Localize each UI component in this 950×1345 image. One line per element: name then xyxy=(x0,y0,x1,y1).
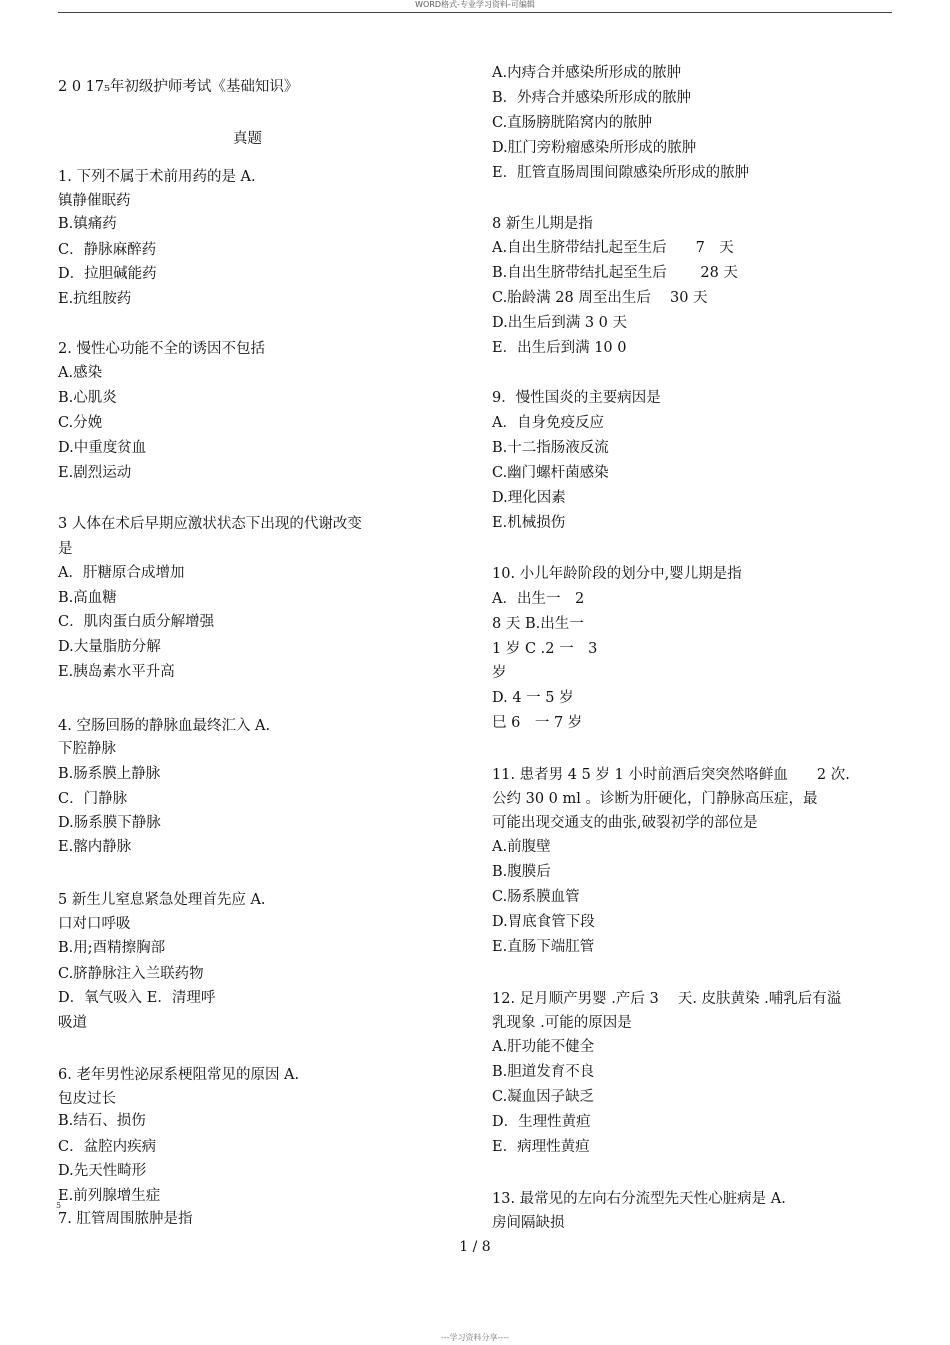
left-text-line: 镇静催眠药 xyxy=(58,193,131,209)
right-text-line: C.直肠膀胱陷窝内的脓肿 xyxy=(492,115,653,131)
right-text-line: 巳 6 一 7 岁 xyxy=(492,715,583,731)
right-text-line: 12. 足月顺产男婴 .产后 3 天. 皮肤黄染 .哺乳后有溢 xyxy=(492,991,842,1007)
left-text-line: 口对口呼吸 xyxy=(58,916,131,932)
right-text-line: 乳现象 .可能的原因是 xyxy=(492,1015,632,1031)
right-text-line: 房间隔缺损 xyxy=(492,1215,565,1231)
right-text-line: 9．慢性国炎的主要病因是 xyxy=(492,390,661,406)
right-text-line: B.自出生脐带结扎起至生后 28 天 xyxy=(492,265,738,281)
right-text-line: A．出生一 2 xyxy=(492,591,585,607)
left-text-line: B.心肌炎 xyxy=(58,390,117,406)
left-text-line: E.胰岛素水平升高 xyxy=(58,664,175,680)
right-text-line: D.胃底食管下段 xyxy=(492,914,595,930)
left-text-line: B.用;酉精擦胸部 xyxy=(58,940,166,956)
right-text-line: D．生理性黄疸 xyxy=(492,1114,591,1130)
left-text-line: D.肠系膜下静脉 xyxy=(58,815,161,831)
right-text-line: A.自出生脐带结扎起至生后 7 天 xyxy=(492,240,734,256)
left-text-line: B.高血糖 xyxy=(58,590,117,606)
right-text-line: C.胎龄满 28 周至出生后 30 天 xyxy=(492,290,708,306)
left-text-line: 真题 xyxy=(233,131,262,147)
left-text-line: E.前列腺增生症 xyxy=(58,1188,161,1204)
left-text-line: D.先天性畸形 xyxy=(58,1163,147,1179)
right-text-line: 岁 xyxy=(492,665,507,681)
right-text-line: B.腹膜后 xyxy=(492,864,551,880)
left-text-line: 吸道 xyxy=(58,1015,87,1031)
right-text-line: E.机械损伤 xyxy=(492,515,566,531)
page-number: 1 / 8 xyxy=(459,1239,491,1255)
left-text-line: E.剧烈运动 xyxy=(58,465,132,481)
left-text-line: 6. 老年男性泌尿系梗阻常见的原因 A. xyxy=(58,1067,300,1083)
right-text-line: 可能出现交通支的曲张,破裂初学的部位是 xyxy=(492,815,758,831)
small-mark: 5 xyxy=(56,1201,62,1210)
right-text-line: D. 4 一 5 岁 xyxy=(492,690,574,706)
left-text-line: D．氧气吸入 E．清理呼 xyxy=(58,990,216,1006)
right-text-line: A.肝功能不健全 xyxy=(492,1039,595,1055)
left-text-line: 2. 慢性心功能不全的诱因不包括 xyxy=(58,341,265,357)
right-text-line: 8 天 B.出生一 xyxy=(492,616,584,632)
left-text-line: B.结石、损伤 xyxy=(58,1113,146,1129)
left-text-line: 下腔静脉 xyxy=(58,741,116,757)
right-text-line: 10. 小儿年龄阶段的划分中,婴儿期是指 xyxy=(492,566,742,582)
left-text-line: C．静脉麻醉药 xyxy=(58,242,157,258)
left-text-line: 4. 空肠回肠的静脉血最终汇入 A. xyxy=(58,718,271,734)
left-text-line: D.中重度贫血 xyxy=(58,440,147,456)
right-text-line: D.出生后到满 3 0 天 xyxy=(492,315,627,331)
right-text-line: B.十二指肠液反流 xyxy=(492,440,609,456)
right-text-line: E.直肠下端肛管 xyxy=(492,939,595,955)
right-text-line: A.内痔合并感染所形成的脓肿 xyxy=(492,65,682,81)
right-text-line: 公约 30 0 ml 。诊断为肝硬化，门静脉高压症，最 xyxy=(492,791,818,807)
left-text-line: C.脐静脉注入兰联药物 xyxy=(58,966,204,982)
right-text-line: A.前腹壁 xyxy=(492,839,551,855)
left-text-line: C．肌肉蛋白质分解增强 xyxy=(58,614,215,630)
left-text-line: C.分娩 xyxy=(58,415,103,431)
right-text-line: E．肛管直肠周围间隙感染所形成的脓肿 xyxy=(492,165,750,181)
right-text-line: A．自身免疫反应 xyxy=(492,415,604,431)
left-text-line: 1. 下列不属于术前用药的是 A. xyxy=(58,169,256,185)
left-text-line: 2 0 17₅年初级护师考试《基础知识》 xyxy=(58,79,299,95)
page-header: WORD格式-专业学习资料-可编辑 xyxy=(58,0,892,13)
right-text-line: D.肛门旁粉瘤感染所形成的脓肿 xyxy=(492,140,697,156)
left-text-line: 是 xyxy=(58,541,73,557)
right-text-line: 8 新生儿期是指 xyxy=(492,216,593,232)
left-text-line: B.肠系膜上静脉 xyxy=(58,766,161,782)
right-text-line: 1 岁 C .2 一 3 xyxy=(492,641,598,657)
left-text-line: 包皮过长 xyxy=(58,1091,116,1107)
right-text-line: C.凝血因子缺乏 xyxy=(492,1089,595,1105)
left-text-line: 5 新生儿窒息紧急处理首先应 A. xyxy=(58,892,266,908)
left-text-line: A．肝糖原合成增加 xyxy=(58,565,185,581)
left-text-line: E.髂内静脉 xyxy=(58,839,132,855)
right-text-line: 13. 最常见的左向右分流型先天性心脏病是 A. xyxy=(492,1191,786,1207)
right-text-line: C.肠系膜血管 xyxy=(492,889,580,905)
right-text-line: E．病理性黄疸 xyxy=(492,1139,590,1155)
left-text-line: C．门静脉 xyxy=(58,791,128,807)
left-text-line: C．盆腔内疾病 xyxy=(58,1139,157,1155)
left-text-line: E.抗组胺药 xyxy=(58,291,132,307)
left-text-line: A.感染 xyxy=(58,365,103,381)
left-text-line: D．拉胆碱能药 xyxy=(58,266,157,282)
left-text-line: 3 人体在术后早期应激状状态下出现的代谢改变 xyxy=(58,516,362,532)
page-footer: ---学习资料分享---- xyxy=(440,1333,510,1342)
right-text-line: B.胆道发育不良 xyxy=(492,1064,595,1080)
left-text-line: D.大量脂肪分解 xyxy=(58,639,161,655)
right-text-line: D.理化因素 xyxy=(492,490,566,506)
right-text-line: E．出生后到满 10 0 xyxy=(492,340,627,356)
left-text-line: 7. 肛管周围脓肿是指 xyxy=(58,1211,193,1227)
right-text-line: 11. 患者男 4 5 岁 1 小时前酒后突突然咯鲜血 2 次. xyxy=(492,767,850,783)
right-text-line: C.幽门螺杆菌感染 xyxy=(492,465,609,481)
left-text-line: B.镇痛药 xyxy=(58,216,117,232)
right-text-line: B．外痔合并感染所形成的脓肿 xyxy=(492,90,692,106)
